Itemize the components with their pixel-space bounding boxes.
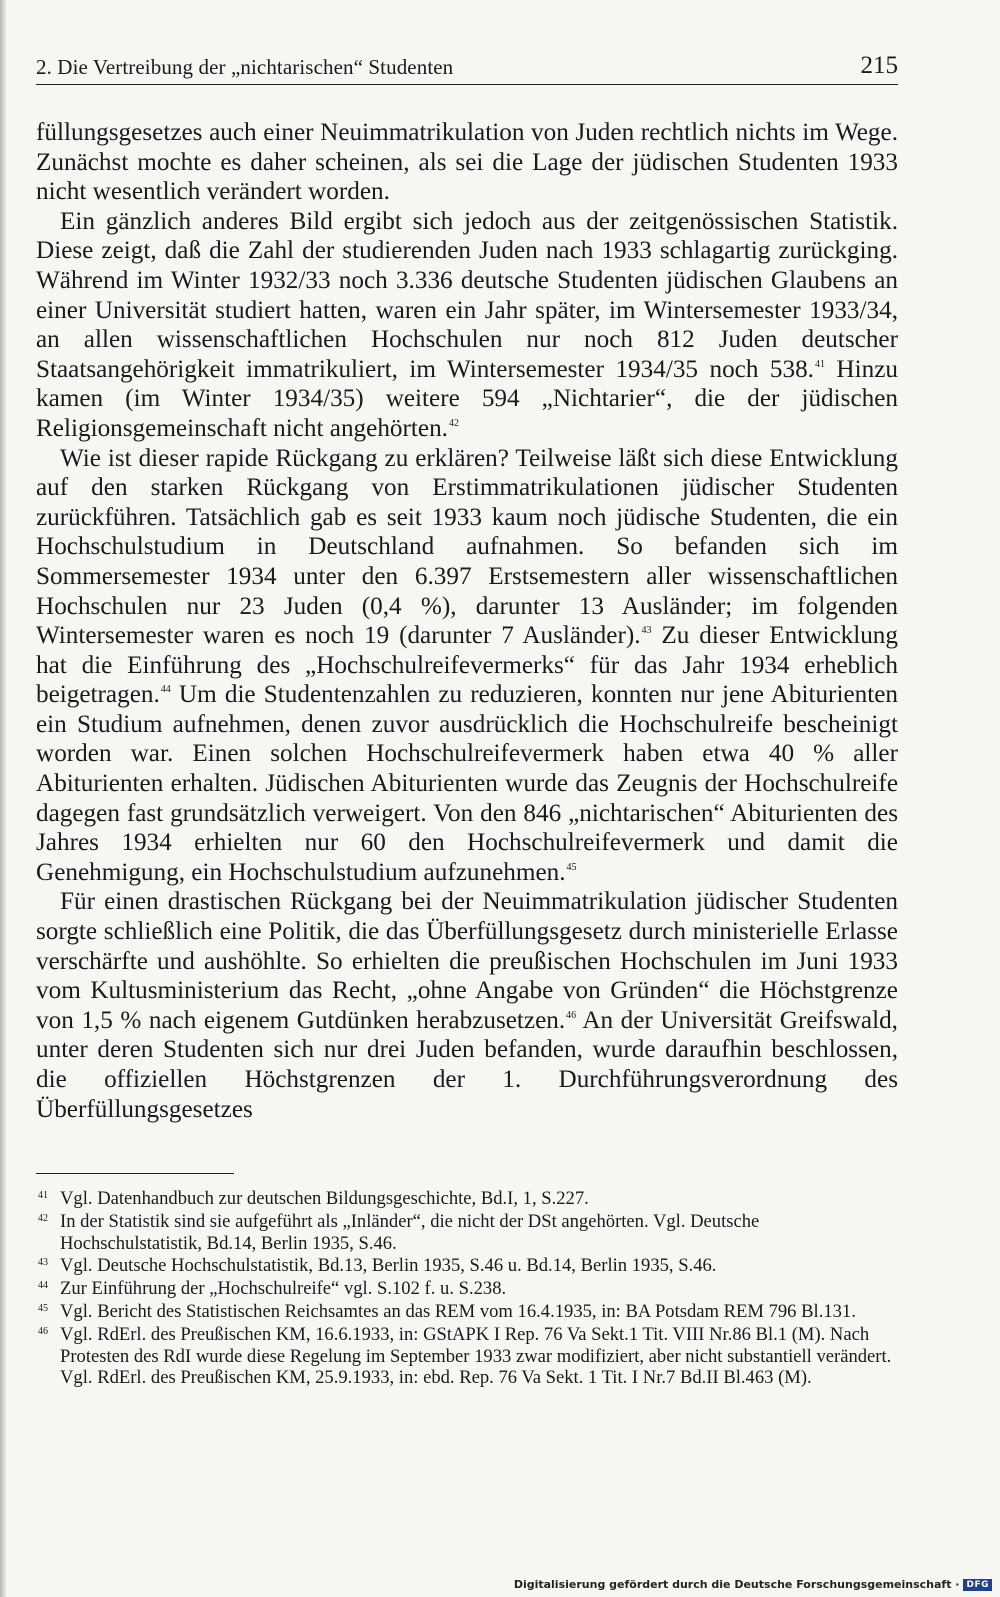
footnote bbox=[36, 1211, 898, 1255]
page-edge-shadow bbox=[0, 0, 6, 1597]
text-run: Für einen drastischen Rückgang bei der Neuimmatrikulation jüdischer Studenten sorgte schließlich eine Politik, die das Überfüllungsgesetz durch ministerielle Erlasse verschärfte und aushöhlte. So erhielten die preußischen Hochschulen im Juni 1933 vom Kultusministerium das Recht, „ohne Angabe von Gründen“ die Höchstgrenze von 1,5 % nach eigenem Gutdünken herabzusetzen. bbox=[36, 888, 898, 1034]
footnotes bbox=[36, 1188, 898, 1390]
text-run: füllungsgesetzes auch einer Neuimmatrikulation von Juden rechtlich nichts im Wege. Zunächst mochte es daher scheinen, als sei die Lage der jüdischen Studenten 1933 nicht wesentlich verändert worden. bbox=[36, 119, 898, 206]
footnote-reference[interactable]: 46 bbox=[566, 1009, 577, 1021]
footnote-number: 43 bbox=[38, 1257, 48, 1269]
footnote-text: Vgl. Bericht des Statistischen Reichsamtes an das REM vom 16.4.1935, in: BA Potsdam REM 796 Bl.131. bbox=[60, 1300, 856, 1322]
digitization-credit bbox=[514, 1578, 992, 1591]
footnote-number: 44 bbox=[38, 1280, 48, 1292]
body-text bbox=[36, 118, 898, 1124]
footnote-divider bbox=[36, 1173, 234, 1174]
footnote-text: In der Statistik sind sie aufgeführt als „Inländer“, die nicht der DSt angehörten. Vgl. Deutsche Hochschulstatistik, Bd.14, Berlin 1935, S.46. bbox=[60, 1210, 760, 1254]
text-run: Um die Studentenzahlen zu reduzieren, konnten nur jene Abiturienten ein Studium aufnehmen, denen zuvor ausdrücklich die Hochschulreife bescheinigt worden war. Einen solchen Hochschulreifevermerk haben etwa 40 % aller Abiturienten erhalten. Jüdischen Abiturienten wurde das Zeugnis der Hochschulreife dagegen fast grundsätzlich verweigert. Von den 846 „nichtarischen“ Abiturienten des Jahres 1934 erhielten nur 60 den Hochschulreifevermerk und damit die Genehmigung, ein Hochschulstudium aufzunehmen. bbox=[36, 681, 898, 886]
page-number: 215 bbox=[860, 52, 898, 79]
text-run: Zu dieser Entwicklung hat die Einführung des „Hochschulreifevermerks“ für das Jahr 1934 erheblich beigetragen. bbox=[36, 622, 898, 709]
footnote-number: 46 bbox=[38, 1325, 48, 1337]
footnote-reference[interactable]: 45 bbox=[566, 861, 577, 873]
dfg-logo: DFG bbox=[963, 1579, 992, 1591]
footnote-text: Vgl. RdErl. des Preußischen KM, 16.6.1933, in: GStAPK I Rep. 76 Va Sekt.1 Tit. VIII Nr.86 Bl.1 (M). Nach Protesten des RdI wurde diese Regelung im September 1933 zwar modifiziert, aber nicht substantiell verändert. Vgl. RdErl. des Preußischen KM, 25.9.1933, in: ebd. Rep. 76 Va Sekt. 1 Tit. I Nr.7 Bd.II Bl.463 (M). bbox=[60, 1323, 892, 1389]
text-run: Wie ist dieser rapide Rückgang zu erklären? Teilweise läßt sich diese Entwicklung auf den starken Rückgang von Erstimmatrikulationen jüdischer Studenten zurückführen. Tatsächlich gab es seit 1933 kaum noch jüdische Studenten, die ein Hochschulstudium in Deutschland aufnahmen. So befanden sich im Sommersemester 1934 unter den 6.397 Erstsemestern aller wissenschaftlichen Hochschulen nur 23 Juden (0,4 %), darunter 13 Ausländer; im folgenden Wintersemester waren es noch 19 (darunter 7 Ausländer). bbox=[36, 444, 898, 650]
footnote-reference[interactable]: 44 bbox=[160, 684, 171, 696]
running-title: 2. Die Vertreibung der „nichtarischen“ Studenten bbox=[36, 55, 454, 79]
footnote-reference[interactable]: 43 bbox=[641, 625, 652, 637]
paragraph bbox=[36, 118, 898, 207]
text-run: Ein gänzlich anderes Bild ergibt sich jedoch aus der zeitgenössischen Statistik. Diese zeigt, daß die Zahl der studierenden Juden nach 1933 schlagartig zurückging. Während im Winter 1932/33 noch 3.336 deutsche Studenten jüdischen Glaubens an einer Universität studiert hatten, waren ein Jahr später, im Wintersemester 1933/34, an allen wissenschaftlichen Hochschulen nur noch 812 Juden deutscher Staatsangehörigkeit immatrikuliert, im Wintersemester 1934/35 noch 538. bbox=[36, 207, 898, 383]
footnote-text: Zur Einführung der „Hochschulreife“ vgl. S.102 f. u. S.238. bbox=[60, 1278, 507, 1300]
footnote bbox=[36, 1255, 898, 1277]
footnote bbox=[36, 1188, 898, 1210]
footnote-reference[interactable]: 42 bbox=[448, 417, 459, 429]
footnote bbox=[36, 1301, 898, 1323]
footnote-number: 45 bbox=[38, 1302, 48, 1314]
footnote-number: 42 bbox=[38, 1212, 48, 1224]
paragraph bbox=[36, 887, 898, 1124]
paragraph bbox=[36, 207, 898, 444]
footnote bbox=[36, 1324, 898, 1389]
footnote-text: Vgl. Deutsche Hochschulstatistik, Bd.13, Berlin 1935, S.46 u. Bd.14, Berlin 1935, S.46. bbox=[60, 1255, 717, 1277]
page-header bbox=[36, 48, 898, 85]
footnote-text: Vgl. Datenhandbuch zur deutschen Bildungsgeschichte, Bd.I, 1, S.227. bbox=[60, 1188, 589, 1209]
paragraph bbox=[36, 444, 898, 888]
footnote bbox=[36, 1278, 898, 1300]
footnote-reference[interactable]: 41 bbox=[814, 358, 825, 370]
text-run: Hinzu kamen (im Winter 1934/35) weitere 594 „Nichtarier“, die der jüdischen Religionsgemeinschaft nicht angehörten. bbox=[36, 355, 898, 442]
text-run: An der Universität Greifswald, unter deren Studenten sich nur drei Juden befanden, wurde daraufhin beschlossen, die offiziellen Höchstgrenzen der 1. Durchführungsverordnung des Überfüllungsgesetzes bbox=[36, 1006, 898, 1123]
footnote-number: 41 bbox=[38, 1190, 48, 1201]
credit-text: Digitalisierung gefördert durch die Deutsche Forschungsgemeinschaft · bbox=[513, 1578, 960, 1591]
